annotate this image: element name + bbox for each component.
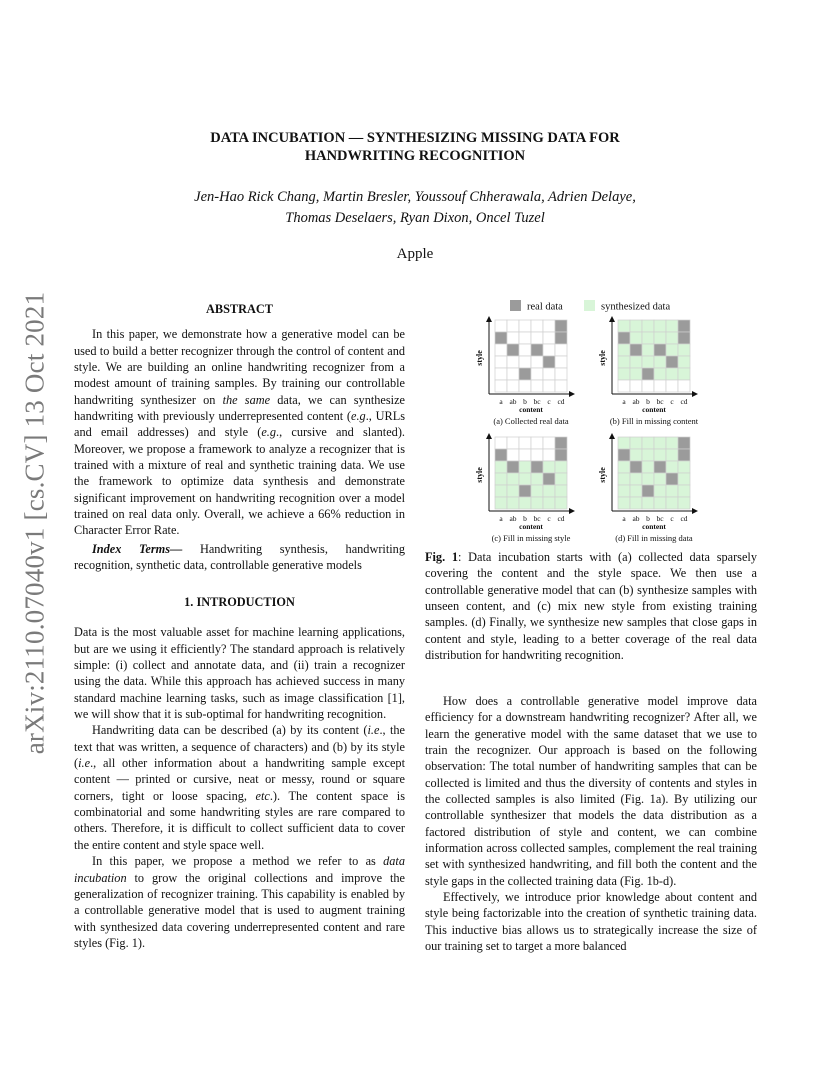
grid-cell-p1 [507, 380, 519, 392]
right-paragraph-1: How does a controllable generative model improve data efficiency for a downstream handwriting recognizer? After all, we learn the generative model with the same dataset that we use to train the recognizer. Our approach is based on the following observation: The total number of handwriting samples that can be collected is limited and thus the diversity of contents and styles in the collected samples is also limited (Fig. 1a). By utilizing our controllable synthesizer that models the data distribution as a factored distribution of style and content, we can combine information across collected samples, complement the real training set with synthesized handwriting, and fill both the content and the style gaps in the collected training data (Fig. 1b-d). [425, 694, 757, 888]
grid-cell-p3 [531, 461, 543, 473]
x-tick-label: bc [656, 397, 664, 406]
grid-cell-p2 [654, 368, 666, 380]
abstract-text: In this paper, we demonstrate how a generative model can be used to build a better recognizer through the control of content and style. We are building an online handwriting recognizer from a modest amount of training samples. By training our controllable handwriting synthesizer on the same data, we can synthesize handwriting with previously underrepresented content (e.g., URLs and email addresses) and style (e.g., cursive and slanted). Moreover, we propose a framework to analyze a recognizer that is trained with a mixture of real and synthetic training data. We use the framework to optimize data synthesis and demonstrate significant improvement on handwriting recognition over a model trained on real data only. Overall, we achieve a 66% reduction in Character Error Rate. [74, 327, 406, 538]
style-axis-label: style [598, 467, 607, 483]
affiliation: Apple [396, 246, 434, 262]
grid-cell-p3 [507, 437, 519, 449]
grid-cell-p3 [543, 497, 555, 509]
grid-cell-p2 [618, 344, 630, 356]
grid-cell-p4 [630, 461, 642, 473]
grid-cell-p4 [642, 461, 654, 473]
grid-cell-p2 [666, 356, 678, 368]
legend-synth-label: synthesized data [601, 301, 671, 313]
grid-cell-p4 [654, 473, 666, 485]
grid-cell-p1 [495, 332, 507, 344]
grid-cell-p1 [543, 368, 555, 380]
grid-cell-p2 [630, 344, 642, 356]
grid-cell-p4 [678, 437, 690, 449]
x-tick-label: bc [533, 514, 541, 523]
grid-cell-p4 [630, 449, 642, 461]
grid-cell-p1 [555, 344, 567, 356]
x-tick-label: ab [509, 514, 517, 523]
grid-cell-p3 [507, 449, 519, 461]
grid-cell-p1 [519, 380, 531, 392]
grid-cell-p1 [519, 344, 531, 356]
grid-cell-p2 [666, 380, 678, 392]
grid-cell-p1 [543, 356, 555, 368]
grid-cell-p1 [543, 320, 555, 332]
grid-cell-p3 [507, 485, 519, 497]
grid-cell-p1 [531, 344, 543, 356]
grid-cell-p2 [654, 356, 666, 368]
grid-cell-p2 [678, 368, 690, 380]
grid-cell-p3 [531, 497, 543, 509]
grid-cell-p2 [678, 332, 690, 344]
content-axis-arrow [569, 508, 575, 514]
style-axis-arrow [609, 433, 615, 439]
grid-cell-p4 [666, 461, 678, 473]
x-tick-label: ab [632, 514, 640, 523]
x-tick-label: a [622, 514, 626, 523]
content-axis-arrow [569, 391, 575, 397]
right-paragraph-2: Effectively, we introduce prior knowledge about content and style being factorizable into the creation of synthetic training data. This inductive bias allows us to strategically increase the size of our training set to target a more balanced [425, 890, 757, 954]
grid-cell-p3 [543, 473, 555, 485]
panel-caption: (a) Collected real data [493, 416, 569, 426]
grid-cell-p3 [555, 449, 567, 461]
grid-cell-p2 [654, 380, 666, 392]
grid-cell-p1 [543, 332, 555, 344]
grid-cell-p1 [495, 320, 507, 332]
grid-cell-p3 [519, 461, 531, 473]
grid-cell-p4 [678, 449, 690, 461]
content-axis-label: content [642, 405, 666, 414]
grid-cell-p3 [543, 485, 555, 497]
x-tick-label: c [547, 397, 551, 406]
grid-cell-p3 [555, 497, 567, 509]
content-axis-label: content [519, 522, 543, 531]
index-terms: Index Terms— Handwriting synthesis, handwriting recognition, synthetic data, controllable generative models [74, 542, 405, 573]
grid-cell-p4 [666, 497, 678, 509]
grid-cell-p4 [678, 497, 690, 509]
grid-cell-p4 [618, 497, 630, 509]
grid-cell-p4 [618, 473, 630, 485]
x-tick-label: c [547, 514, 551, 523]
grid-cell-p3 [555, 485, 567, 497]
grid-cell-p4 [654, 449, 666, 461]
grid-cell-p1 [507, 320, 519, 332]
grid-cell-p2 [654, 344, 666, 356]
x-tick-label: c [670, 397, 674, 406]
abstract-heading: ABSTRACT [206, 302, 273, 316]
x-tick-label: cd [557, 514, 565, 523]
grid-cell-p3 [507, 473, 519, 485]
grid-cell-p1 [531, 332, 543, 344]
grid-cell-p3 [519, 449, 531, 461]
grid-cell-p3 [531, 449, 543, 461]
grid-cell-p4 [618, 437, 630, 449]
x-tick-label: bc [656, 514, 664, 523]
grid-cell-p4 [618, 449, 630, 461]
intro-paragraph-1: Data is the most valuable asset for machine learning applications, but are we using it efficiently? The standard approach is relatively simple: (i) collect and annotate data, and (ii) train a recognizer using the data. While this approach has achieved success in many standard machine learning tasks, such as image classification [1], we will show that it is sub-optimal for handwriting recognition. [74, 625, 405, 722]
intro-paragraph-3: In this paper, we propose a method we refer to as data incubation to grow the original collections and improve the generalization of recognizer training. This capability is enabled by a controllable generative model that is used to augment training with synthesized data covering underrepresented content and rare styles (Fig. 1). [74, 854, 405, 950]
grid-cell-p2 [642, 320, 654, 332]
content-axis-arrow [692, 508, 698, 514]
legend-real-label: real data [527, 301, 563, 313]
x-tick-label: a [499, 514, 503, 523]
grid-cell-p3 [519, 473, 531, 485]
grid-cell-p3 [495, 485, 507, 497]
style-axis-arrow [609, 316, 615, 322]
content-axis-label: content [519, 405, 543, 414]
grid-cell-p4 [630, 485, 642, 497]
grid-cell-p3 [543, 449, 555, 461]
grid-cell-p1 [507, 332, 519, 344]
grid-cell-p2 [618, 332, 630, 344]
grid-cell-p1 [519, 320, 531, 332]
grid-cell-p1 [555, 380, 567, 392]
grid-cell-p2 [654, 320, 666, 332]
grid-cell-p2 [630, 320, 642, 332]
grid-cell-p4 [630, 497, 642, 509]
panel-caption: (b) Fill in missing content [609, 416, 699, 426]
intro-paragraph-2: Handwriting data can be described (a) by its content (i.e., the text that was written, a sequence of characters) and (b) by its style (i.e., all other information about a handwriting sample except content — printed or cursive, neat or messy, round or square corners, tight or loose spacing, etc.). The content space is combinatorial and some handwriting styles are rare compared to others. Therefore, it is difficult to collect sufficient data to cover the entire content and style space well. [74, 723, 405, 852]
grid-cell-p4 [618, 461, 630, 473]
style-axis-label: style [475, 350, 484, 366]
content-axis-arrow [692, 391, 698, 397]
grid-cell-p3 [531, 437, 543, 449]
grid-cell-p4 [654, 485, 666, 497]
grid-cell-p2 [642, 380, 654, 392]
grid-cell-p1 [495, 368, 507, 380]
grid-cell-p1 [531, 368, 543, 380]
grid-cell-p4 [630, 437, 642, 449]
legend-synth-swatch [584, 300, 595, 311]
grid-cell-p3 [507, 461, 519, 473]
grid-cell-p1 [507, 344, 519, 356]
panel-caption: (c) Fill in missing style [491, 533, 571, 543]
grid-cell-p3 [555, 437, 567, 449]
style-axis-arrow [486, 316, 492, 322]
grid-cell-p1 [543, 344, 555, 356]
grid-cell-p2 [654, 332, 666, 344]
style-axis-label: style [598, 350, 607, 366]
grid-cell-p3 [519, 497, 531, 509]
grid-cell-p3 [495, 497, 507, 509]
grid-cell-p4 [618, 485, 630, 497]
grid-cell-p4 [630, 473, 642, 485]
grid-cell-p2 [678, 344, 690, 356]
grid-cell-p3 [495, 437, 507, 449]
style-axis-label: style [475, 467, 484, 483]
content-axis-label: content [642, 522, 666, 531]
grid-cell-p3 [519, 437, 531, 449]
grid-cell-p2 [642, 356, 654, 368]
grid-cell-p2 [678, 356, 690, 368]
grid-cell-p3 [543, 461, 555, 473]
introduction-section [74, 594, 405, 951]
arxiv-stamp: arXiv:2110.07040v1 [cs.CV] 13 Oct 2021 [19, 291, 50, 755]
grid-cell-p4 [642, 473, 654, 485]
grid-cell-p3 [519, 485, 531, 497]
grid-cell-p2 [642, 332, 654, 344]
grid-cell-p2 [666, 332, 678, 344]
grid-cell-p1 [519, 356, 531, 368]
grid-cell-p2 [618, 356, 630, 368]
grid-cell-p4 [642, 485, 654, 497]
grid-cell-p2 [678, 380, 690, 392]
introduction-heading: 1. INTRODUCTION [184, 595, 295, 609]
grid-cell-p3 [531, 473, 543, 485]
grid-cell-p2 [630, 356, 642, 368]
x-tick-label: bc [533, 397, 541, 406]
grid-cell-p3 [507, 497, 519, 509]
grid-cell-p4 [654, 437, 666, 449]
grid-cell-p1 [507, 356, 519, 368]
grid-cell-p1 [555, 356, 567, 368]
author-list: Jen-Hao Rick Chang, Martin Bresler, Youssouf Chherawala, Adrien Delaye, Thomas Deselaers, Ryan Dixon, Oncel Tuzel [194, 189, 636, 226]
grid-cell-p3 [495, 449, 507, 461]
grid-cell-p1 [531, 320, 543, 332]
right-column-text [425, 693, 757, 955]
grid-cell-p1 [555, 368, 567, 380]
grid-cell-p1 [543, 380, 555, 392]
x-tick-label: cd [680, 514, 688, 523]
grid-cell-p2 [630, 368, 642, 380]
grid-cell-p4 [642, 449, 654, 461]
grid-cell-p2 [666, 368, 678, 380]
figure-1 [470, 296, 740, 544]
grid-cell-p2 [666, 320, 678, 332]
x-tick-label: a [499, 397, 503, 406]
grid-cell-p4 [678, 461, 690, 473]
grid-cell-p1 [495, 380, 507, 392]
grid-cell-p1 [519, 332, 531, 344]
x-tick-label: cd [680, 397, 688, 406]
grid-cell-p3 [495, 461, 507, 473]
grid-cell-p3 [543, 437, 555, 449]
grid-cell-p1 [531, 356, 543, 368]
grid-cell-p3 [495, 473, 507, 485]
grid-cell-p1 [495, 344, 507, 356]
grid-cell-p4 [678, 473, 690, 485]
grid-cell-p2 [678, 320, 690, 332]
figure-1-diagram [470, 296, 740, 544]
grid-cell-p2 [618, 380, 630, 392]
x-tick-label: b [523, 397, 527, 406]
grid-cell-p1 [507, 368, 519, 380]
x-tick-label: c [670, 514, 674, 523]
grid-cell-p2 [642, 344, 654, 356]
grid-cell-p1 [495, 356, 507, 368]
grid-cell-p4 [666, 437, 678, 449]
style-axis-arrow [486, 433, 492, 439]
grid-cell-p2 [666, 344, 678, 356]
grid-cell-p2 [618, 320, 630, 332]
x-tick-label: b [646, 514, 650, 523]
x-tick-label: cd [557, 397, 565, 406]
grid-cell-p3 [555, 461, 567, 473]
grid-cell-p4 [666, 449, 678, 461]
panel-caption: (d) Fill in missing data [615, 533, 693, 543]
grid-cell-p4 [642, 437, 654, 449]
grid-cell-p2 [630, 332, 642, 344]
grid-cell-p1 [519, 368, 531, 380]
figure-1-caption: Fig. 1: Data incubation starts with (a) collected data sparsely covering the content and the style space. We then use a controllable generative model that can (b) synthesize samples with unseen content, and (c) mix new style from existing training samples. (d) Finally, we synthesize new samples that close gaps in content and style, leading to a better coverage of the real data distribution for handwriting recognition. [425, 550, 757, 663]
grid-cell-p3 [555, 473, 567, 485]
grid-cell-p1 [555, 332, 567, 344]
grid-cell-p1 [555, 320, 567, 332]
grid-cell-p4 [654, 497, 666, 509]
grid-cell-p1 [531, 380, 543, 392]
grid-cell-p4 [642, 497, 654, 509]
x-tick-label: b [523, 514, 527, 523]
grid-cell-p2 [618, 368, 630, 380]
abstract-section [74, 301, 405, 539]
grid-cell-p3 [531, 485, 543, 497]
x-tick-label: ab [632, 397, 640, 406]
x-tick-label: a [622, 397, 626, 406]
grid-cell-p4 [654, 461, 666, 473]
x-tick-label: ab [509, 397, 517, 406]
grid-cell-p4 [666, 473, 678, 485]
grid-cell-p2 [642, 368, 654, 380]
grid-cell-p4 [678, 485, 690, 497]
grid-cell-p4 [666, 485, 678, 497]
legend-real-swatch [510, 300, 521, 311]
grid-cell-p2 [630, 380, 642, 392]
x-tick-label: b [646, 397, 650, 406]
paper-title: DATA INCUBATION — SYNTHESIZING MISSING DATA FOR HANDWRITING RECOGNITION [210, 130, 620, 164]
